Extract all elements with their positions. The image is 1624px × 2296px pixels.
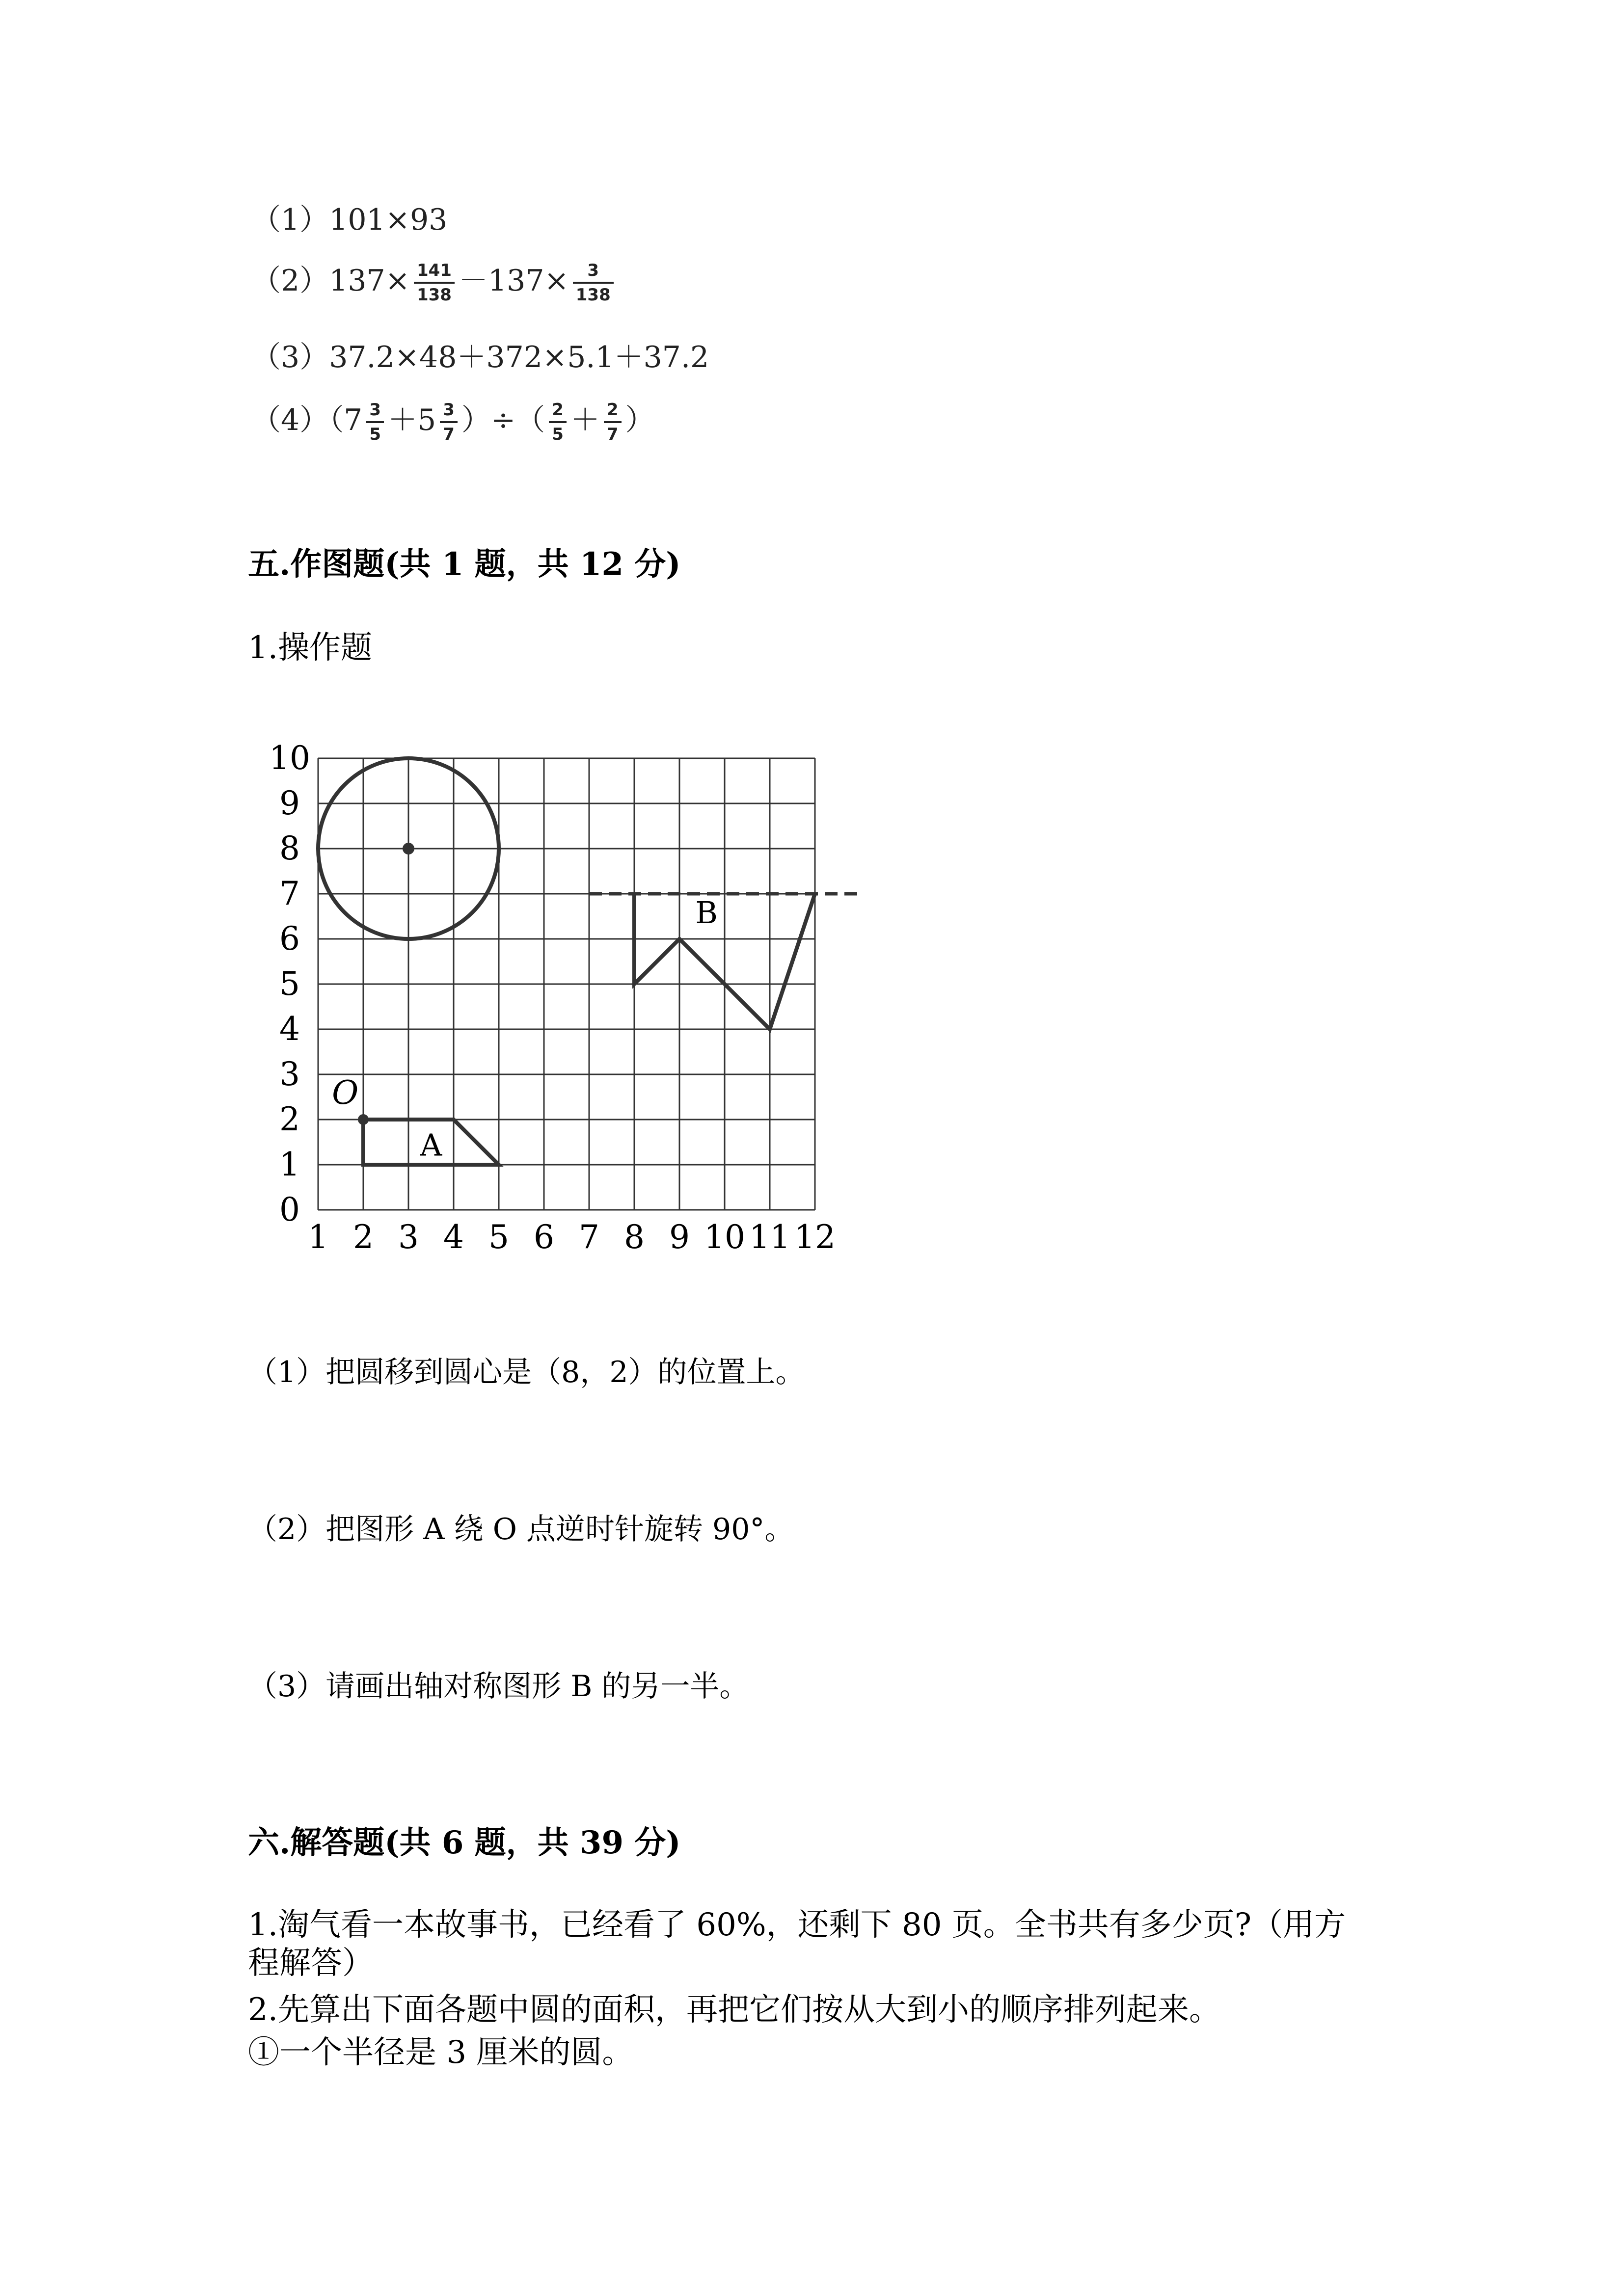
y-axis-tick-label: 1 (279, 1146, 300, 1183)
coordinate-grid-figure (245, 736, 893, 1271)
sub-question-1: （1）把圆移到圆心是（8，2）的位置上。 (248, 1355, 805, 1389)
answer-question-2-line-2: ①一个半径是 3 厘米的圆。 (248, 2034, 634, 2071)
fraction (440, 401, 458, 443)
x-axis-tick-label: 11 (749, 1218, 790, 1256)
x-axis-tick-label: 5 (488, 1218, 509, 1256)
y-axis-tick-label: 3 (279, 1055, 300, 1093)
section-6-title: 六.解答题(共 6 题，共 39 分) (248, 1824, 681, 1861)
y-axis-tick-label: 10 (269, 739, 310, 777)
fraction-numerator: 2 (604, 401, 622, 423)
grid-lines (318, 758, 815, 1210)
section-5-question-title: 1.操作题 (248, 630, 373, 666)
y-axis-tick-label: 5 (279, 965, 300, 1003)
calc-item-4 (251, 397, 655, 443)
x-axis-tick-label: 2 (353, 1218, 374, 1256)
circle-center-point (403, 843, 414, 854)
fraction (573, 262, 614, 303)
calc-item-4-plus: ＋ (570, 403, 600, 437)
y-axis-tick-label: 8 (279, 829, 300, 867)
calc-item-4-close: ） (625, 403, 655, 437)
y-axis-tick-label: 4 (279, 1010, 300, 1048)
y-axis-tick-label: 6 (279, 920, 300, 958)
fraction-numerator: 3 (366, 401, 384, 423)
shape-a-label: A (420, 1127, 442, 1163)
answer-question-1-line-1: 1.淘气看一本故事书，已经看了 60%，还剩下 80 页。全书共有多少页?（用方 (248, 1907, 1346, 1943)
x-axis-tick-label: 4 (443, 1218, 464, 1256)
calc-item-2-term-b: －137× (458, 264, 569, 298)
fraction-denominator: 5 (552, 425, 564, 445)
origin-point-label: O (332, 1073, 359, 1112)
calc-item-1-expression: 101×93 (329, 203, 448, 237)
fraction-denominator: 138 (575, 285, 611, 305)
x-axis-tick-label: 12 (794, 1218, 836, 1256)
x-axis-tick-label: 1 (308, 1218, 328, 1256)
x-axis-tick-label: 9 (669, 1218, 690, 1256)
x-axis-tick-label: 6 (534, 1218, 554, 1256)
fraction-numerator: 141 (414, 262, 455, 284)
y-axis-tick-label: 9 (279, 784, 300, 822)
x-axis-tick-label: 8 (624, 1218, 645, 1256)
fraction-denominator: 7 (443, 425, 455, 445)
calc-item-1 (251, 196, 447, 239)
calc-item-3-label: （3） (251, 340, 329, 374)
sub-question-3: （3）请画出轴对称图形 B 的另一半。 (248, 1669, 749, 1704)
fraction-denominator: 138 (416, 285, 452, 305)
fraction-denominator: 5 (369, 425, 381, 445)
calc-item-2 (251, 257, 618, 303)
shape-b-label: B (695, 894, 718, 931)
origin-point-o (358, 1114, 369, 1125)
fraction (366, 401, 384, 443)
fraction (549, 401, 567, 443)
calc-item-3-expression: 37.2×48＋372×5.1＋37.2 (329, 340, 709, 374)
fraction (414, 262, 455, 303)
fraction-numerator: 3 (573, 262, 614, 284)
fraction-denominator: 7 (606, 425, 619, 445)
calc-item-4-divide: ）÷（ (461, 403, 545, 437)
calc-item-4-open: （7 (329, 403, 363, 437)
answer-question-2-line-1: 2.先算出下面各题中圆的面积，再把它们按从大到小的顺序排列起来。 (248, 1992, 1221, 2028)
calc-item-1-label: （1） (251, 203, 329, 237)
answer-question-1-line-2: 程解答） (248, 1945, 374, 1981)
x-axis-tick-label: 3 (398, 1218, 419, 1256)
y-axis-tick-label: 2 (279, 1100, 300, 1138)
calc-item-4-mid: ＋5 (388, 403, 436, 437)
x-axis-tick-label: 7 (579, 1218, 599, 1256)
fraction (604, 401, 622, 443)
fraction-numerator: 3 (440, 401, 458, 423)
y-axis-tick-label: 7 (279, 875, 300, 912)
calc-item-4-label: （4） (251, 403, 329, 437)
fraction-numerator: 2 (549, 401, 567, 423)
sub-question-2: （2）把图形 A 绕 O 点逆时针旋转 90°。 (248, 1512, 794, 1547)
section-5-title: 五.作图题(共 1 题，共 12 分) (248, 546, 681, 583)
y-axis-tick-label: 0 (279, 1191, 300, 1228)
x-axis-tick-label: 10 (704, 1218, 745, 1256)
calc-item-2-label: （2） (251, 264, 329, 298)
calc-item-3 (251, 334, 709, 376)
grid-labels (269, 739, 836, 1256)
calc-item-2-term-a: 137× (329, 264, 410, 298)
